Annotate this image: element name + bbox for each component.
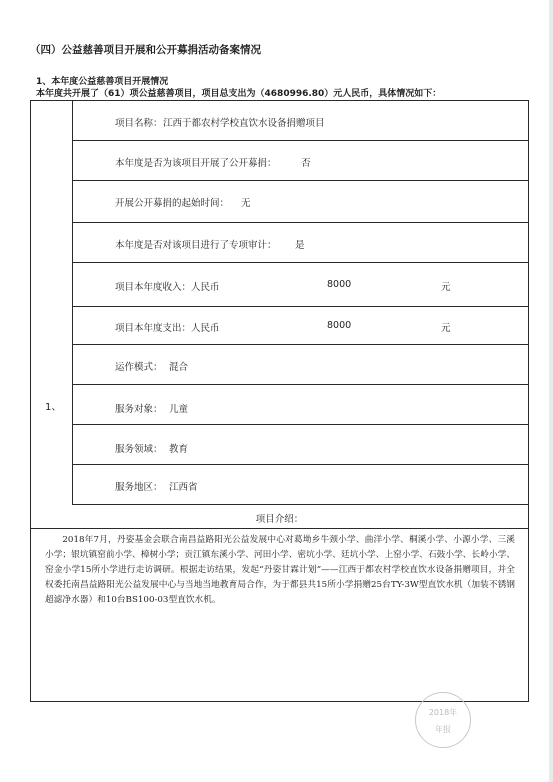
operation-mode-value: 混合 [169, 362, 189, 373]
expense-amount: 8000 [327, 320, 352, 331]
page-edge [549, 0, 553, 782]
income-label: 项目本年度收入：人民币 [115, 282, 220, 293]
project-name-label: 项目名称： [115, 118, 163, 129]
service-region-label: 服务地区： [115, 482, 163, 493]
row-operation-mode [73, 345, 528, 385]
row-public-fundraising [73, 141, 528, 181]
stamp-caption: 年报 [435, 725, 451, 734]
income-amount: 8000 [327, 279, 352, 290]
intro-title: 项目介绍： [255, 514, 304, 525]
subsection-title: 1、本年度公益慈善项目开展情况 [36, 77, 169, 87]
index-column [31, 101, 73, 505]
expense-unit: 元 [441, 323, 451, 334]
special-audit-value: 是 [295, 240, 305, 251]
row-fundraising-start [73, 181, 528, 223]
public-fundraising-value: 否 [301, 158, 311, 169]
row-service-target [73, 385, 528, 425]
row-service-field [73, 425, 528, 465]
item-index: 1、 [45, 402, 62, 413]
public-fundraising-label: 本年度是否为该项目开展了公开募捐： [115, 158, 277, 169]
expense-label: 项目本年度支出：人民币 [115, 323, 220, 334]
row-expense [73, 307, 528, 345]
row-income [73, 263, 528, 307]
income-unit: 元 [441, 282, 451, 293]
service-target-label: 服务对象： [115, 404, 163, 415]
operation-mode-label: 运作模式： [115, 362, 163, 373]
project-name-value: 江西于都农村学校直饮水设备捐赠项目 [163, 118, 325, 129]
fundraising-start-label: 开展公开募捐的起始时间： [115, 198, 230, 209]
service-field-value: 教育 [169, 444, 189, 455]
row-project-name [73, 101, 528, 141]
intro-header [31, 505, 528, 529]
service-field-label: 服务领域： [115, 444, 163, 455]
intro-text: 2018年7月，丹姿基金会联合南昌益路阳光公益发展中心对葛坳乡牛颈小学、曲洋小学、桐溪小学、小源小学、三溪小学；银坑镇窑前小学、樟树小学；贡江镇东溪小学、河田小学、密坑小学、廷坑小学、上窑小学、石鼓小学、长岭小学、窑金小学15所小学进行走访调研。根据走访结果，发起“丹姿甘霖计划”——江西于都农村学校直饮水设备捐赠项目，并全权委托南昌益路阳光公益发展中心与当地当地教育局合作，为于都县共15所小学捐赠25台TY-3W型直饮水机（加装不锈钢超滤净水器）和10台BS100-03型直饮水机。 [45, 535, 515, 605]
service-region-value: 江西省 [169, 482, 198, 493]
section-title: （四）公益慈善项目开展和公开募捐活动备案情况 [30, 44, 261, 56]
fundraising-start-value: 无 [241, 198, 251, 209]
service-target-value: 儿童 [169, 404, 189, 415]
project-table [30, 100, 529, 702]
annual-report-stamp [415, 692, 471, 748]
special-audit-label: 本年度是否对该项目进行了专项审计： [115, 240, 277, 251]
stamp-year: 2018年 [428, 708, 458, 717]
summary-line: 本年度共开展了（61）项公益慈善项目，项目总支出为（4680996.80）元人民币，具体情况如下： [36, 89, 442, 99]
row-service-region [73, 465, 528, 505]
row-special-audit [73, 223, 528, 263]
